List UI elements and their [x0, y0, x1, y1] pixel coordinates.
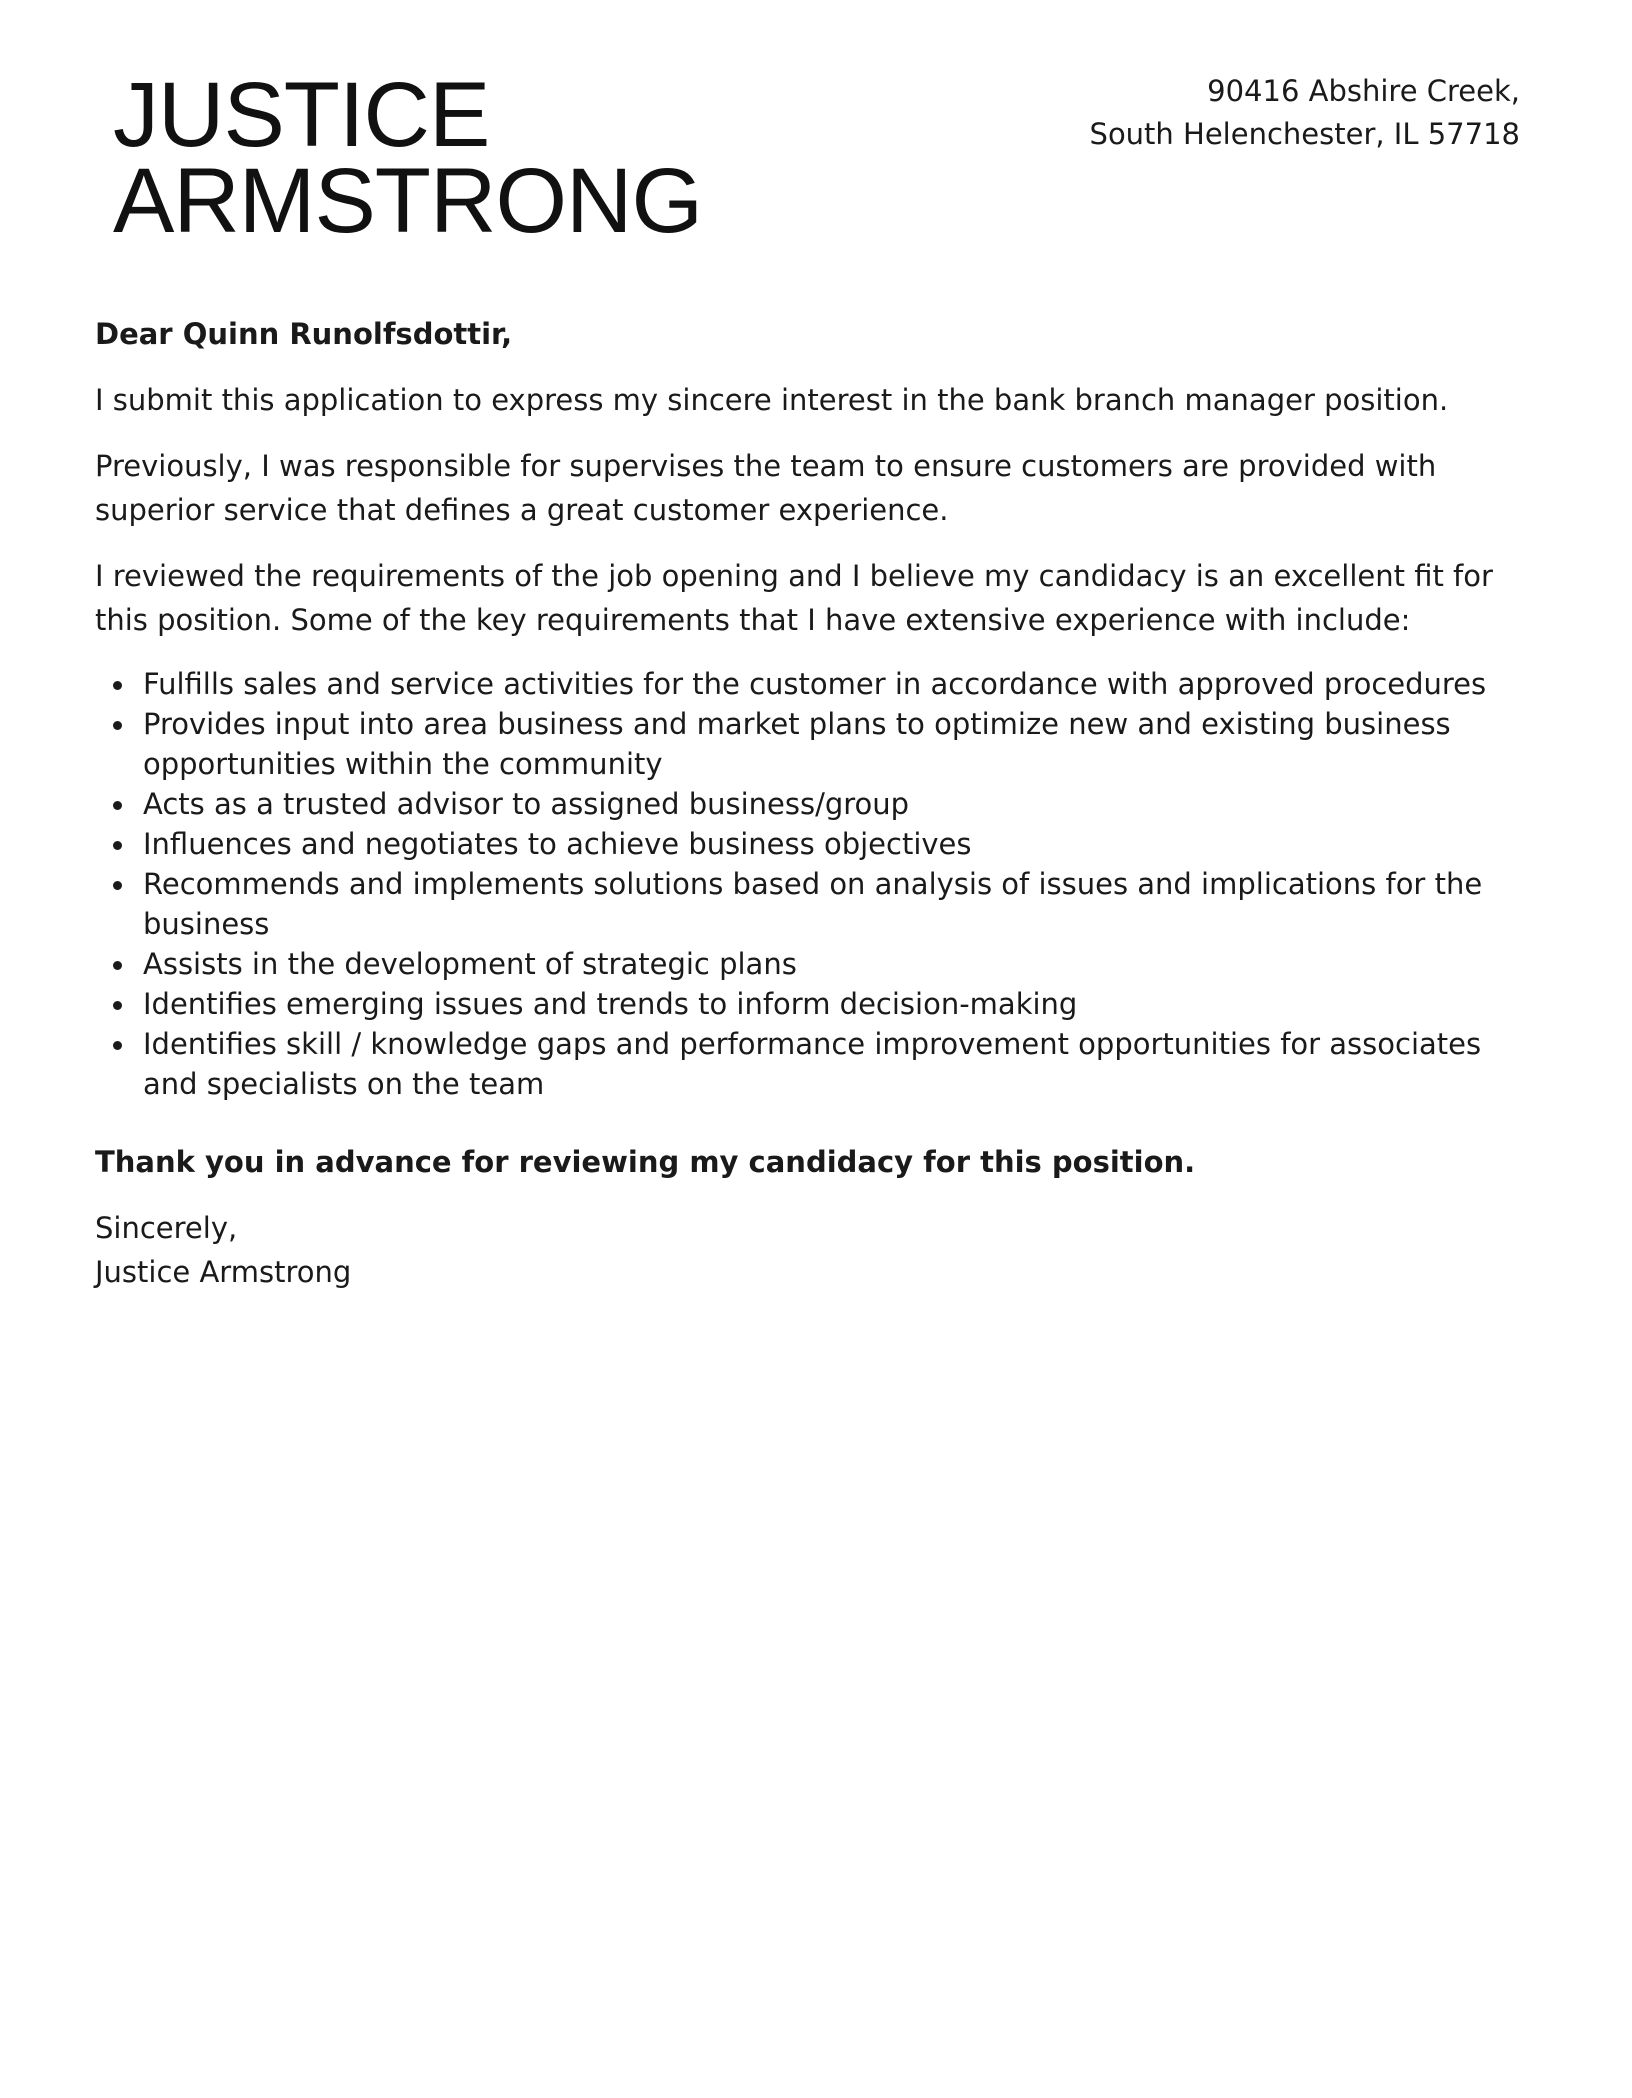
list-item: Identifies skill / knowledge gaps and performance improvement opportunities for associates and specialists on the team	[143, 1024, 1555, 1104]
applicant-last-name: ARMSTRONG	[113, 150, 702, 252]
signoff: Sincerely,	[95, 1211, 238, 1245]
signoff-block	[95, 1206, 1555, 1294]
closing-statement: Thank you in advance for reviewing my candidacy for this position.	[95, 1145, 1196, 1179]
paragraph-intro: I submit this application to express my sincere interest in the bank branch manager position.	[95, 383, 1449, 417]
list-item: Assists in the development of strategic plans	[143, 944, 1555, 984]
requirements-list	[95, 664, 1555, 1104]
list-item: Identifies emerging issues and trends to inform decision-making	[143, 984, 1555, 1024]
greeting: Dear Quinn Runolfsdottir,	[95, 317, 513, 351]
list-item: Provides input into area business and market plans to optimize new and existing business opportunities within the community	[143, 704, 1555, 784]
signature-name: Justice Armstrong	[95, 1255, 352, 1289]
paragraph-experience: Previously, I was responsible for supervises the team to ensure customers are provided with superior service that defines a great customer experience.	[95, 449, 1437, 527]
list-item: Acts as a trusted advisor to assigned business/group	[143, 784, 1555, 824]
list-item: Influences and negotiates to achieve business objectives	[143, 824, 1555, 864]
letter-body	[95, 312, 1555, 1294]
applicant-name-heading	[113, 64, 702, 252]
applicant-first-name: JUSTICE	[113, 64, 490, 166]
list-item: Fulfills sales and service activities for the customer in accordance with approved procedures	[143, 664, 1555, 704]
address-street: 90416 Abshire Creek,	[1207, 74, 1520, 108]
address-city-state-zip: South Helenchester, IL 57718	[1089, 117, 1520, 151]
applicant-address	[1090, 70, 1520, 156]
paragraph-requirements-intro: I reviewed the requirements of the job opening and I believe my candidacy is an excellent fit for this position. Some of the key requirements that I have extensive experience with include:	[95, 559, 1493, 637]
list-item: Recommends and implements solutions based on analysis of issues and implications for the business	[143, 864, 1555, 944]
